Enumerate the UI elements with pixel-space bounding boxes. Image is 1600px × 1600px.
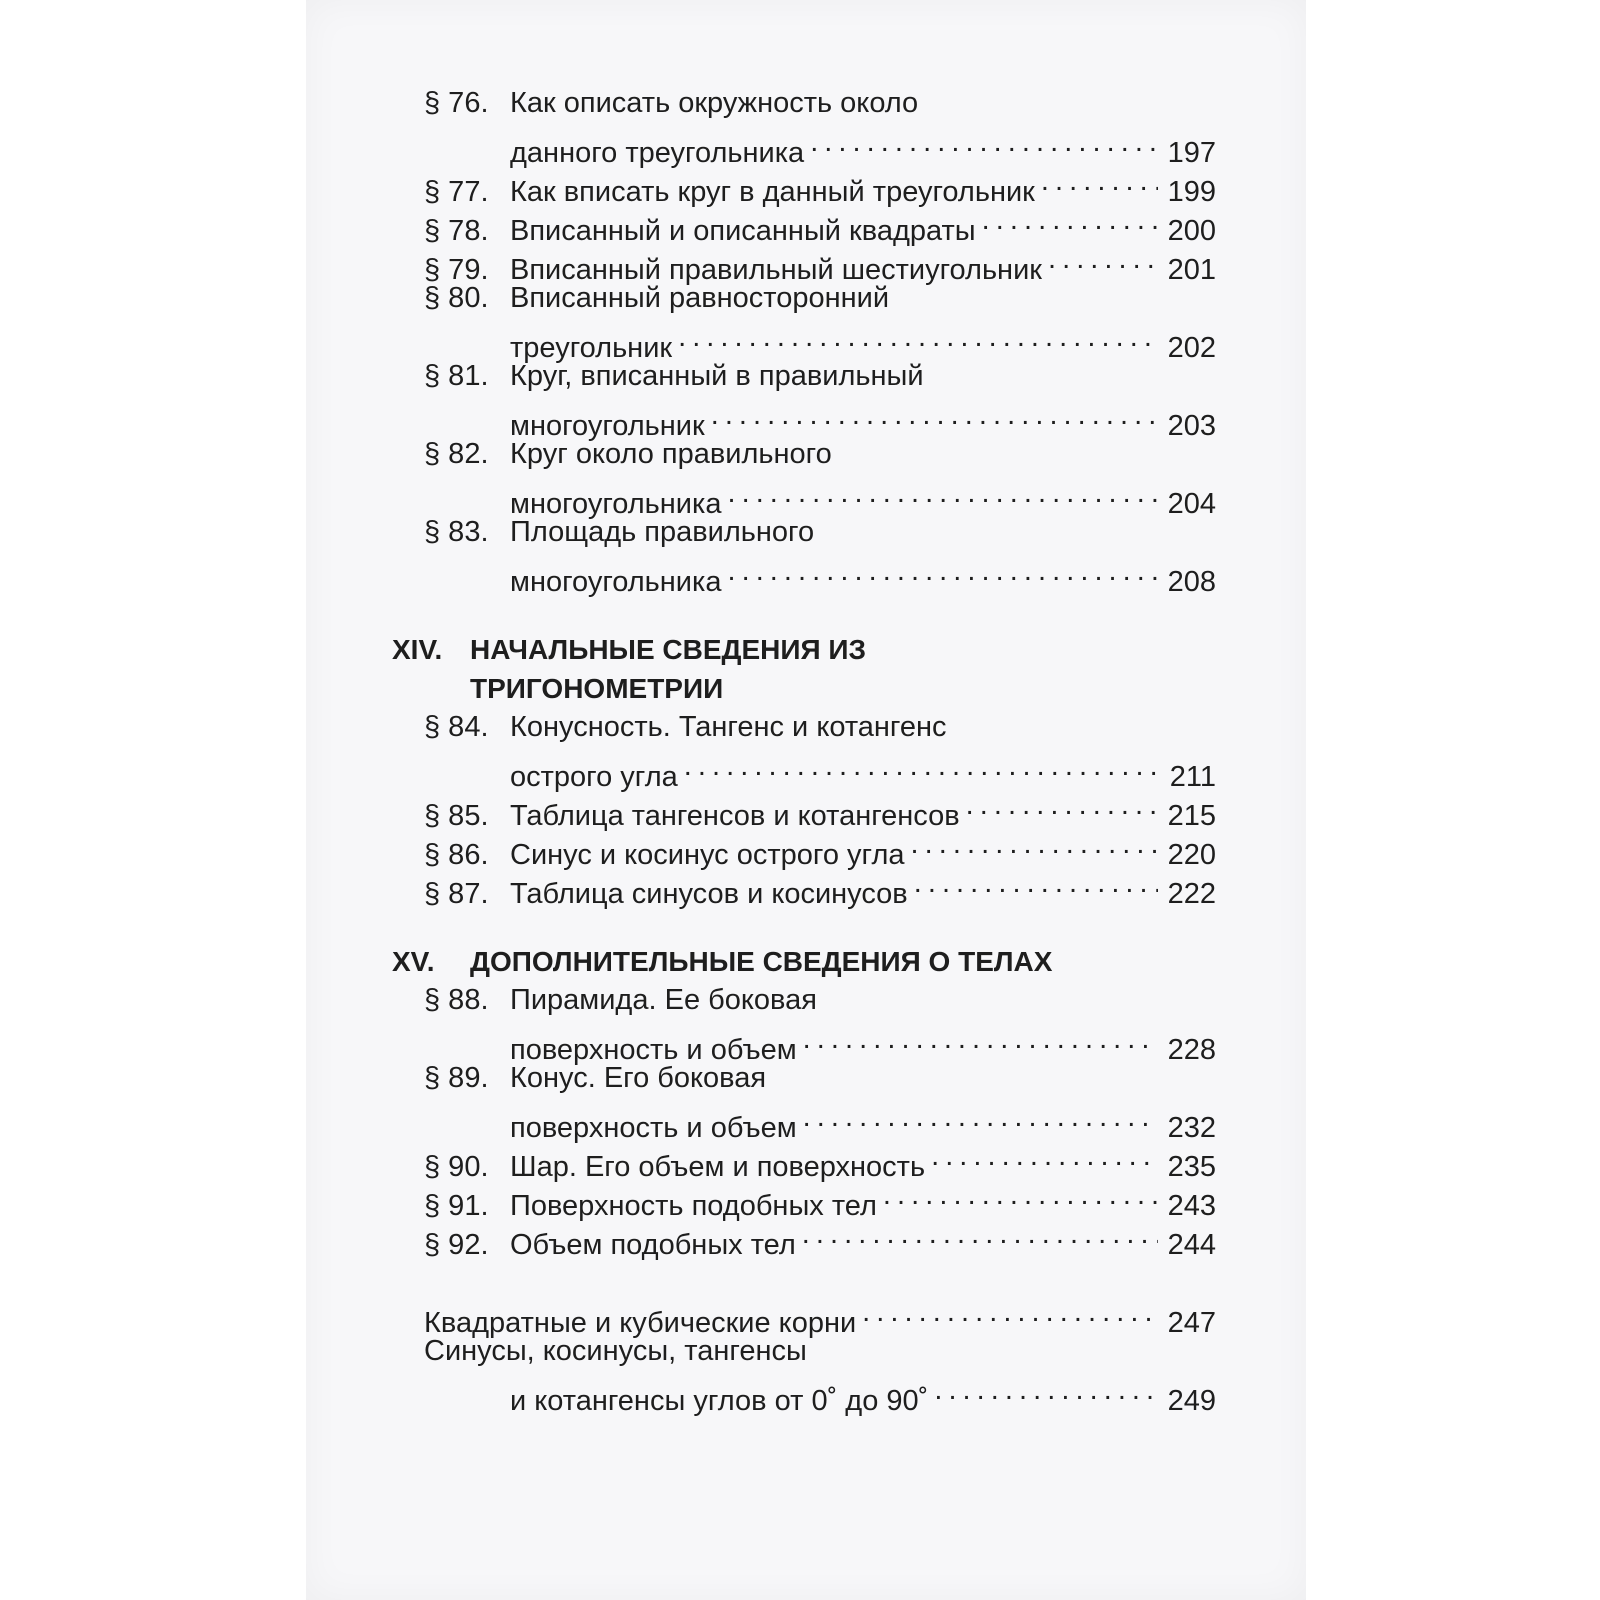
toc-entry-88-cont <box>392 1020 1216 1066</box>
page-number: 243 <box>1167 1190 1216 1222</box>
dot-leader <box>911 825 1158 864</box>
toc-entry-89-cont <box>392 1098 1216 1144</box>
section-number: § 92. <box>424 1229 489 1261</box>
section-title-cont: поверхность и объем <box>510 1112 797 1144</box>
dot-leader <box>914 864 1158 903</box>
section-title: Шар. Его объем и поверхность <box>510 1151 926 1183</box>
page-number: 247 <box>1167 1307 1216 1339</box>
toc-entry-82-cont <box>392 474 1216 520</box>
section-number: § 83. <box>424 516 489 548</box>
dot-leader <box>711 396 1158 435</box>
chapter-heading-14 <box>392 630 1216 669</box>
section-number: § 82. <box>424 438 489 470</box>
section-title: Таблица синусов и косинусов <box>510 878 908 910</box>
section-title: Площадь правильного <box>510 516 815 548</box>
toc-entry-81-cont <box>392 396 1216 442</box>
page-number: 222 <box>1167 878 1216 910</box>
dot-leader <box>727 552 1158 591</box>
page-number: 215 <box>1167 800 1216 832</box>
toc-entry-82 <box>392 435 1216 474</box>
section-title: Вписанный равносторонний <box>510 282 890 314</box>
section-title: Синус и косинус острого угла <box>510 839 905 871</box>
page-number: 199 <box>1167 176 1216 208</box>
toc-entry-89 <box>392 1059 1216 1098</box>
table-of-contents <box>392 84 1216 1417</box>
page-number: 204 <box>1167 488 1216 520</box>
page-number: 249 <box>1167 1385 1216 1417</box>
toc-entry-80-cont <box>392 318 1216 364</box>
section-number: § 85. <box>424 800 489 832</box>
page-number: 197 <box>1167 137 1216 169</box>
appendix-entry-roots <box>392 1293 1216 1339</box>
dot-leader <box>1048 240 1158 279</box>
section-title: Пирамида. Ее боковая <box>510 984 817 1016</box>
page-number: 202 <box>1167 332 1216 364</box>
section-number: § 89. <box>424 1062 489 1094</box>
toc-entry-83-cont <box>392 552 1216 598</box>
section-title-cont: поверхность и объем <box>510 1034 797 1066</box>
section-number: § 86. <box>424 839 489 871</box>
page-number: 203 <box>1167 410 1216 442</box>
dot-leader <box>1041 162 1158 201</box>
section-title-cont: треугольник <box>510 332 673 364</box>
section-title: Конус. Его боковая <box>510 1062 767 1094</box>
dot-leader <box>684 747 1158 786</box>
dot-leader <box>934 1371 1158 1410</box>
chapter-heading-15 <box>392 942 1216 981</box>
dot-leader <box>678 318 1158 357</box>
toc-entry-84 <box>392 708 1216 747</box>
toc-entry-76-cont <box>392 123 1216 169</box>
appendix-entry-trig-cont <box>392 1371 1216 1417</box>
page-number: 211 <box>1169 761 1216 793</box>
dot-leader <box>931 1137 1158 1176</box>
page-number: 201 <box>1167 254 1216 286</box>
section-number: § 78. <box>424 215 489 247</box>
chapter-title: НАЧАЛЬНЫЕ СВЕДЕНИЯ ИЗ <box>470 634 867 665</box>
page-number: 244 <box>1167 1229 1216 1261</box>
toc-entry-88 <box>392 981 1216 1020</box>
dot-leader <box>810 123 1158 162</box>
section-title-cont: острого угла <box>510 761 678 793</box>
section-title: Как вписать круг в данный треугольник <box>510 176 1035 208</box>
section-number: § 79. <box>424 254 489 286</box>
section-title: Объем подобных тел <box>510 1229 796 1261</box>
dot-leader <box>982 201 1158 240</box>
section-title: Таблица тангенсов и котангенсов <box>510 800 960 832</box>
appendix-title-cont: и котангенсы углов от 0˚ до 90˚ <box>510 1385 929 1417</box>
section-title: Вписанный и описанный квадраты <box>510 215 976 247</box>
dot-leader <box>727 474 1158 513</box>
page-number: 235 <box>1167 1151 1216 1183</box>
section-title-cont: многоугольника <box>510 566 722 598</box>
section-number: § 76. <box>424 87 489 119</box>
section-title: Круг около правильного <box>510 438 832 470</box>
dot-leader <box>862 1293 1158 1332</box>
dot-leader <box>883 1176 1158 1215</box>
section-title: Вписанный правильный шестиугольник <box>510 254 1042 286</box>
page-number: 220 <box>1167 839 1216 871</box>
dot-leader <box>803 1098 1158 1137</box>
page-number: 208 <box>1167 566 1216 598</box>
section-title-cont: многоугольника <box>510 488 722 520</box>
section-number: § 88. <box>424 984 489 1016</box>
section-title-cont: данного треугольника <box>510 137 805 169</box>
section-title: Поверхность подобных тел <box>510 1190 877 1222</box>
appendix-title: Синусы, косинусы, тангенсы <box>424 1335 807 1367</box>
section-title-cont: многоугольник <box>510 410 705 442</box>
appendix-entry-trig <box>392 1332 1216 1371</box>
section-title: Круг, вписанный в правильный <box>510 360 924 392</box>
appendix-title: Квадратные и кубические корни <box>424 1307 857 1339</box>
dot-leader <box>802 1215 1158 1254</box>
dot-leader <box>966 786 1158 825</box>
toc-entry-83 <box>392 513 1216 552</box>
toc-entry-84-cont <box>392 747 1216 793</box>
chapter-number: XIV. <box>392 634 443 665</box>
section-title: Конусность. Тангенс и котангенс <box>510 711 947 743</box>
page-number: 232 <box>1167 1112 1216 1144</box>
toc-entry-76 <box>392 84 1216 123</box>
chapter-number: XV. <box>392 946 435 977</box>
toc-entry-81 <box>392 357 1216 396</box>
section-number: § 81. <box>424 360 489 392</box>
section-number: § 77. <box>424 176 489 208</box>
dot-leader <box>803 1020 1158 1059</box>
chapter-title: ДОПОЛНИТЕЛЬНЫЕ СВЕДЕНИЯ О ТЕЛАХ <box>470 946 1053 977</box>
page-number: 228 <box>1167 1034 1216 1066</box>
page-number: 200 <box>1167 215 1216 247</box>
section-number: § 80. <box>424 282 489 314</box>
section-number: § 91. <box>424 1190 489 1222</box>
section-number: § 90. <box>424 1151 489 1183</box>
toc-entry-80 <box>392 279 1216 318</box>
chapter-title-cont: ТРИГОНОМЕТРИИ <box>470 673 724 704</box>
section-number: § 87. <box>424 878 489 910</box>
section-number: § 84. <box>424 711 489 743</box>
section-title: Как описать окружность около <box>510 87 919 119</box>
